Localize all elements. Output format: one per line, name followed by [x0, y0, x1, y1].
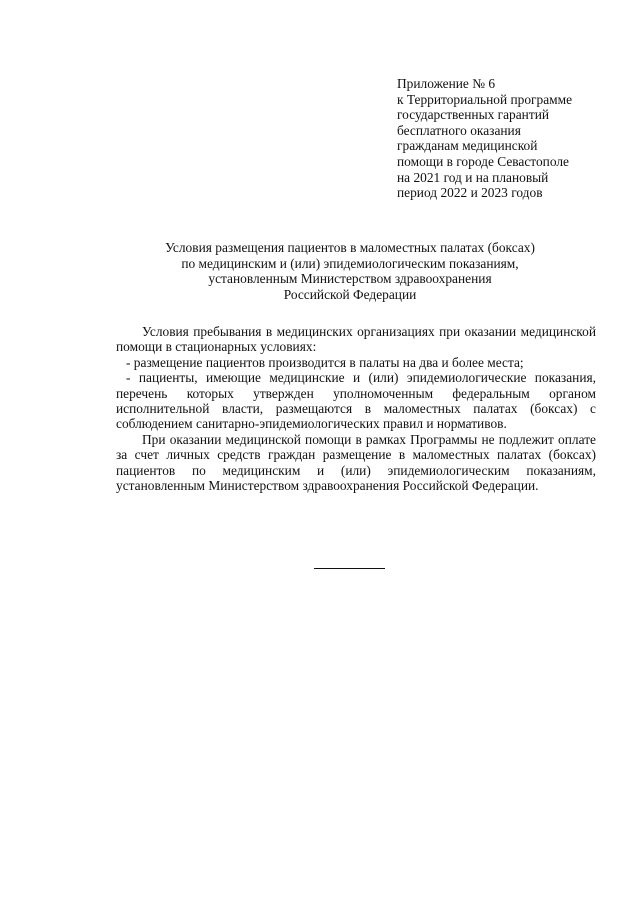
- title-line: по медицинским и (или) эпидемиологическим показаниям,: [181, 255, 519, 271]
- appendix-header: [397, 76, 612, 201]
- title-line: Условия размещения пациентов в маломестных палатах (боксах): [165, 240, 535, 255]
- appendix-line: гражданам медицинской: [397, 138, 538, 154]
- appendix-line: бесплатного оказания: [397, 122, 521, 138]
- bullet-paragraph: - пациенты, имеющие медицинские и (или) эпидемиологические показания, перечень которых утвержден уполномоченным федеральным органом исполнительной власти, размещаются в маломестных палатах (боксах) с соблюдением санитарно-эпидемиологических правил и нормативов.: [116, 370, 596, 432]
- appendix-line: государственных гарантий: [397, 107, 550, 123]
- title-line: Российской Федерации: [283, 286, 417, 302]
- appendix-line: период 2022 и 2023 годов: [397, 185, 543, 201]
- title-line: установленным Министерством здравоохранения: [208, 271, 492, 287]
- document-body: [116, 324, 596, 493]
- appendix-line: Приложение № 6: [397, 76, 496, 91]
- appendix-line: помощи в городе Севастополе: [397, 153, 569, 169]
- appendix-line: к Территориальной программе: [397, 91, 573, 107]
- end-rule-divider: [314, 568, 385, 569]
- appendix-line: на 2021 год и на плановый: [397, 169, 549, 185]
- closing-paragraph: При оказании медицинской помощи в рамках Программы не подлежит оплате за счет личных средств граждан размещение в маломестных палатах (боксах) пациентов по медицинским и (или) эпидемиологическим показаниям, установленным Министерством здравоохранения Российской Федерации.: [116, 431, 596, 494]
- bullet-paragraph: - размещение пациентов производится в палаты на два и более места;: [126, 354, 524, 370]
- document-title: [100, 240, 600, 302]
- intro-paragraph: Условия пребывания в медицинских организациях при оказании медицинской помощи в стационарных условиях:: [116, 324, 596, 355]
